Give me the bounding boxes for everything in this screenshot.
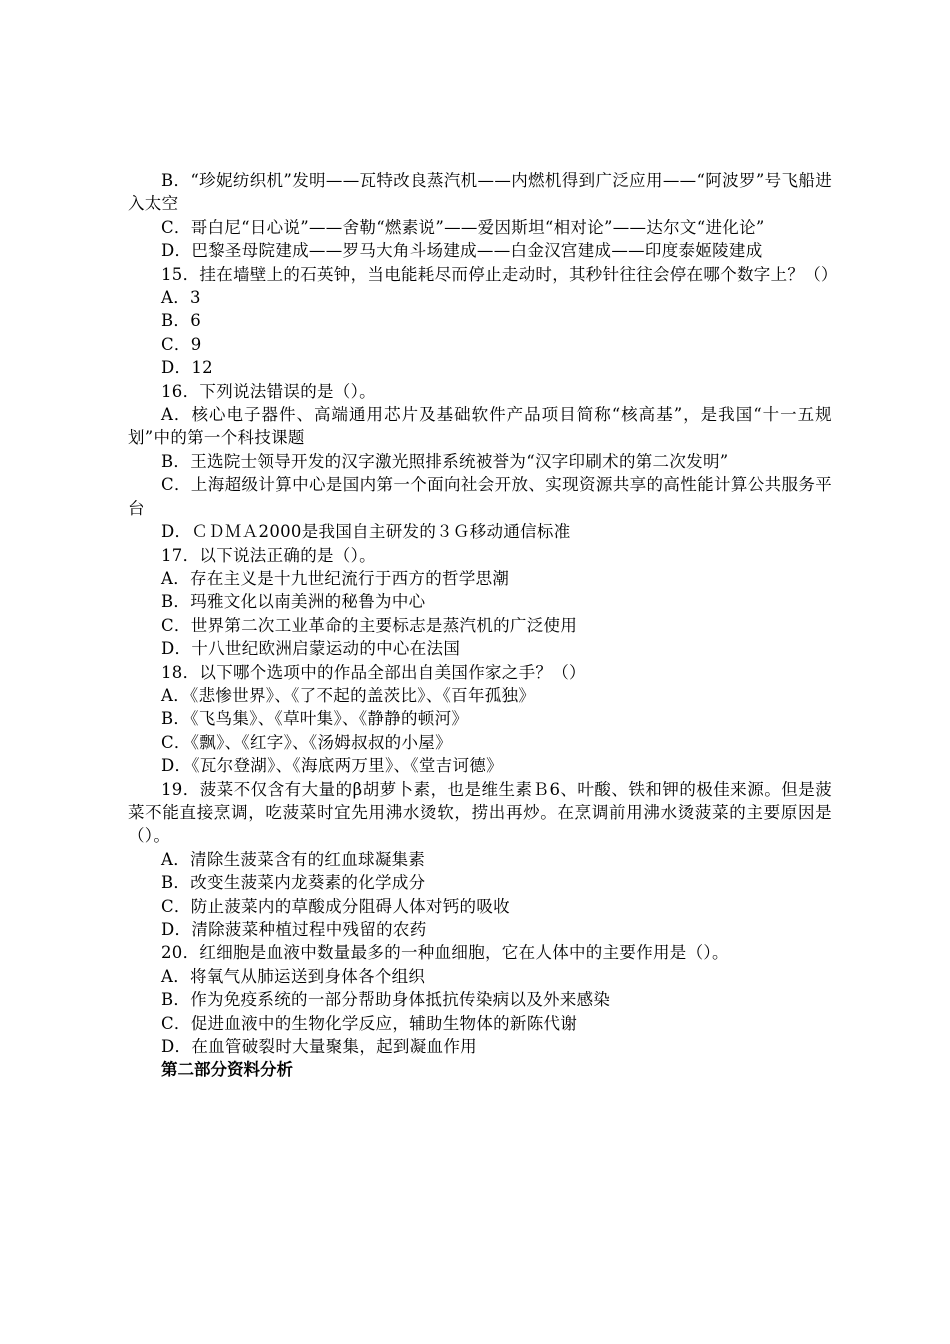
- option-b-q16: B．王选院士领导开发的汉字激光照排系统被誉为“汉字印刷术的第二次发明”: [161, 451, 729, 471]
- option-c-q16: C．上海超级计算中心是国内第一个面向社会开放、实现资源共享的高性能计算公共服务平台: [128, 475, 832, 518]
- option-b-q20: B．作为免疫系统的一部分帮助身体抵抗传染病以及外来感染: [161, 990, 611, 1010]
- option-d-q18: D．《瓦尔登湖》、《海底两万里》、《堂吉诃德》: [161, 756, 503, 776]
- option-c-q14: C．哥白尼“日心说”——舍勒“燃素说”——爱因斯坦“相对论”——达尔文“进化论”: [161, 217, 765, 237]
- option-a-q15: A．3: [161, 288, 201, 308]
- option-d-q20: D．在血管破裂时大量聚集，起到凝血作用: [161, 1037, 477, 1057]
- option-a-q20: A．将氧气从肺运送到身体各个组织: [161, 966, 426, 986]
- option-c-q15: C．9: [161, 334, 202, 354]
- option-a-q19: A．清除生菠菜含有的红血球凝集素: [161, 849, 426, 869]
- option-b-q19: B．改变生菠菜内龙葵素的化学成分: [161, 873, 426, 893]
- option-b-q17: B．玛雅文化以南美洲的秘鲁为中心: [161, 592, 426, 612]
- option-b-q14: B．“珍妮纺织机”发明——瓦特改良蒸汽机——内燃机得到广泛应用——“阿波罗”号飞船进入太空: [128, 171, 832, 214]
- option-c-q18: C．《飘》、《红字》、《汤姆叔叔的小屋》: [161, 732, 452, 752]
- option-c-q19: C．防止菠菜内的草酸成分阻碍人体对钙的吸收: [161, 896, 510, 916]
- question-18: 18．以下哪个选项中的作品全部出自美国作家之手？（）: [161, 662, 586, 682]
- document-body: [128, 169, 838, 1082]
- option-b-q15: B．6: [161, 311, 202, 331]
- option-d-q14: D．巴黎圣母院建成——罗马大角斗场建成——白金汉宫建成——印度泰姬陵建成: [161, 241, 763, 261]
- question-19: 19．菠菜不仅含有大量的β胡萝卜素，也是维生素Ｂ6、叶酸、铁和钾的极佳来源。但是菠菜不能直接烹调，吃菠菜时宜先用沸水烫软，捞出再炒。在烹调前用沸水烫菠菜的主要原因是（）。: [128, 779, 832, 846]
- option-d-q17: D．十八世纪欧洲启蒙运动的中心在法国: [161, 639, 461, 659]
- question-15: 15．挂在墙壁上的石英钟，当电能耗尽而停止走动时，其秒针往往会停在哪个数字上？（）: [161, 264, 838, 284]
- option-a-q16: A．核心电子器件、高端通用芯片及基础软件产品项目简称“核高基”，是我国“十一五规划”中的第一个科技课题: [128, 405, 832, 448]
- option-a-q18: A．《悲惨世界》、《了不起的盖茨比》、《百年孤独》: [161, 685, 536, 705]
- option-d-q15: D．12: [161, 358, 213, 378]
- option-c-q17: C．世界第二次工业革命的主要标志是蒸汽机的广泛使用: [161, 615, 578, 635]
- option-c-q20: C．促进血液中的生物化学反应，辅助生物体的新陈代谢: [161, 1013, 578, 1033]
- question-16: 16．下列说法错误的是（）。: [161, 381, 376, 401]
- option-d-q16: D．ＣＤＭＡ2000是我国自主研发的３Ｇ移动通信标准: [161, 522, 571, 542]
- question-20: 20．红细胞是血液中数量最多的一种血细胞，它在人体中的主要作用是（）。: [161, 943, 729, 963]
- question-17: 17．以下说法正确的是（）。: [161, 545, 376, 565]
- option-d-q19: D．清除菠菜种植过程中残留的农药: [161, 920, 427, 939]
- option-b-q18: B．《飞鸟集》、《草叶集》、《静静的顿河》: [161, 709, 469, 729]
- option-a-q17: A．存在主义是十九世纪流行于西方的哲学思潮: [161, 568, 510, 588]
- section-heading: 第二部分资料分析: [161, 1060, 293, 1080]
